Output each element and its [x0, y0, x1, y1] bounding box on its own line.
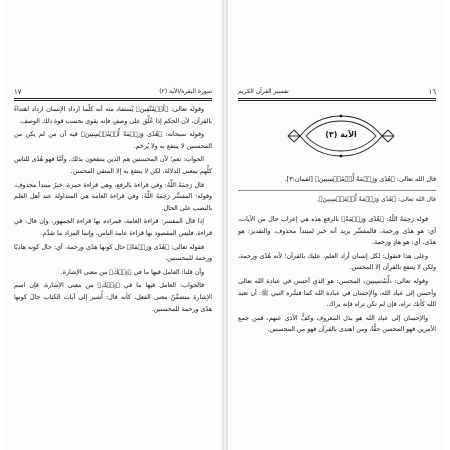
ayah-label: الآية (٣) — [325, 130, 357, 139]
right-page-number: ١٦ — [428, 88, 436, 96]
paragraph: الجواب: نعم؛ لأن المحسنين هم الذين ينتفعون بذلك، وأمَّا فهو هُدًى للناس كلِّهم بمعنى الدلالة، لكن لا ينتفع به إلا المتقي المحسن. — [14, 156, 212, 175]
paragraph: وأن قلنا: العامل فيها ما في ﴿تِلۡكَ﴾ من معنى الإشارة. — [60, 268, 204, 276]
ayah-ornament — [286, 110, 396, 162]
left-page-header-title: سورة البقرة/الآية (٢) — [159, 88, 212, 95]
left-page-header — [14, 86, 212, 98]
paragraph: فالجواب: العامل فيها ما في ﴿تِلۡكَ﴾ من معنى الإشارة، فإن اسم الإشارة متضمِّنٌ معنى الفعل، كأنه قال: أُشير إلى آيات الكتاب حالَ كونها هدًى ورحمة للمحسنين. — [14, 282, 212, 313]
verse-note: قال الله تعالى: ﴿هُدًى وَرَحۡمَةً لِّلۡمُحۡسِنِينَ﴾. — [316, 196, 436, 203]
right-page — [228, 0, 446, 450]
paragraph: وقوله تعالى: ﴿لِّلۡمُحۡسِنِينَ﴾ المحسن: هو الذي أحسن في عبادة الله تعالى وأحسن إلى عباد الله، والإحسان في عبادة الله كما فسَّره النبي ﷺ: أن تعبد الله كأنك تراه، فإن لم تكن تراه فإنه يراك. — [238, 277, 436, 309]
paragraph: قوله رَحِمَهُ اللَّهُ: ﴿هُدًى وَرَحۡمَةً﴾ بالرفع هذه هي إعراب حال من الآيات، أي: هو هدًى ورحمة، فالمفسِّر يريد أنه خبر لمبتدأ محذوف، والتقدير: هو هدًى، أي: هو هادٍ ورحمة. — [238, 216, 436, 247]
verse-divider — [238, 190, 436, 191]
paragraph: إذا قال المفسر: قراءة العامة، فمراده بها قراءة الجمهور، وإن قال: في قراءة، فليس المقصود بها قراءة عامة الناس، وإنما المراد ما تقدَّم. — [14, 218, 212, 237]
left-header-rule — [14, 98, 212, 101]
paragraph: فقوله تعالى: ﴿هُدًى وَرَحۡمَةً﴾ حال كونها هدًى ورحمة، أي: حال كونه هاديًا ورحمة للمحسنين. — [14, 243, 212, 263]
paragraph: وعلى هذا فنقول: لكل إنسان أراد العلم، عليك بالقرآن؛ لأنه هُدًى ورحمة، ولكن لا ينتفع بالقرآن إلا المحسن. — [238, 252, 436, 272]
right-page-body — [238, 214, 436, 450]
paragraph: قال رَحِمَهُ اللَّهُ: وفي قراءة بالرفع، وهي قراءة حمزة، خبرُ مبتدأ محذوف، وقوله: المفسِّر رَحِمَهُ اللَّهُ: وفي قراءة العامة هي المتداولة عند أهل العلم بالنصب على الحال. — [14, 181, 212, 212]
verse-text: قال الله تعالى: ﴿هُدًى وَرَحۡمَةً لِّلۡمُحۡسِنِينَ﴾ [لقمان:٣]. — [284, 175, 436, 183]
left-page — [4, 0, 222, 450]
right-header-rule — [238, 98, 436, 101]
paragraph: وقوله تعالى: ﴿لِّلۡمُتَّقِينَ﴾ يُستفاد منه أنه كلَّما ازداد الإنسان ازداد اهتداءً بالقرآن، لأن الحكم إذا عُلِّق على وصفٍ فإنه يقوى بحسب قوة ذلك الوصف. — [14, 106, 212, 125]
left-page-body — [14, 104, 212, 450]
right-page-header-title: تفسير القرآن الكريم — [238, 88, 289, 95]
paragraph: وقوله سبحانه: ﴿هُدًى وَرَحۡمَةً لِّلۡمُحۡسِنِينَ﴾ فيه أن من لم يكن من المحسنين لا ينتفع به ولا يُرحَم. — [14, 131, 212, 150]
right-page-header — [238, 86, 436, 98]
left-page-number: ١٧ — [14, 88, 22, 96]
paragraph: والإحسان إلى عباد الله هو بذل المعروف وكفُّ الأذى عنهم، فمن جمع الأمرين فهو المحسن حقًّا، ومن اهتدى بالقرآن فهو من المحسنين. — [238, 314, 436, 334]
